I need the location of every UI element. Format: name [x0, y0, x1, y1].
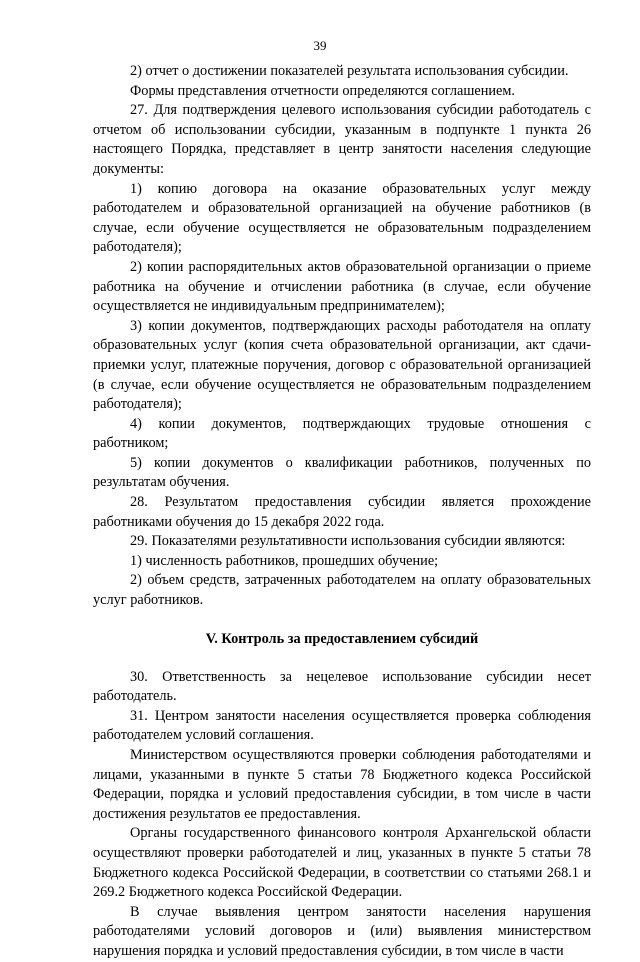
paragraph: Формы представления отчетности определяются соглашением. [130, 82, 515, 99]
document-body [93, 62, 591, 962]
list-item: 3) копии документов, подтверждающих расходы работодателя на оплату образовательных услуг (копия счета образовательной организации, акт сдачи-приемки услуг, платежные поручения, договор с образовательной организацией (в случае, если обучение осуществляется не образовательным подразделением работодателя); [93, 317, 591, 413]
section-title: V. Контроль за предоставлением субсидий [205, 630, 479, 647]
paragraph-27: 27. Для подтверждения целевого использования субсидии работодатель с отчетом об использовании субсидии, указанным в подпункте 1 пункта 26 настоящего Порядка, представляет в центр занятости населения следующие документы: [93, 102, 591, 177]
list-item: 2) объем средств, затраченных работодателем на оплату образовательных услуг работников. [93, 572, 591, 609]
list-item: 2) копии распорядительных актов образовательной организации о приеме работника на обучение и отчислении работника (в случае, если обучение осуществляется не индивидуальным предпринимателем); [93, 258, 591, 315]
paragraph: Органы государственного финансового контроля Архангельской области осуществляют проверки работодателей и лиц, указанных в пункте 5 статьи 78 Бюджетного кодекса Российской Федерации, в соответствии со статьями 268.1 и 269.2 Бюджетного кодекса Российской Федерации. [93, 825, 591, 901]
list-item: 1) копию договора на оказание образовательных услуг между работодателем и образовательной организацией на обучение работников (в случае, если обучение осуществляется не образовательным подразделением работодателя); [93, 180, 591, 256]
paragraph-31: 31. Центром занятости населения осуществляется проверка соблюдения работодателем условий соглашения. [93, 707, 591, 744]
list-item: 5) копии документов о квалификации работников, полученных по результатам обучения. [93, 454, 591, 491]
list-item: 4) копии документов, подтверждающих трудовые отношения с работником; [93, 415, 591, 452]
paragraph-28: 28. Результатом предоставления субсидии является прохождение работниками обучения до 15 декабря 2022 года. [93, 494, 591, 530]
paragraph: 2) отчет о достижении показателей результата использования субсидии. [130, 63, 569, 79]
list-item: 1) численность работников, прошедших обучение; [130, 552, 439, 569]
page-number: 39 [313, 38, 327, 53]
paragraph: В случае выявления центром занятости населения нарушения работодателями условий договоров и (или) выявления министерством нарушения порядка и условий предоставления субсидии, в том числе в части [93, 903, 591, 959]
paragraph-29: 29. Показателями результативности использования субсидии являются: [130, 533, 566, 550]
paragraph-30: 30. Ответственность за нецелевое использование субсидии несет работодатель. [93, 668, 591, 705]
paragraph: Министерством осуществляются проверки соблюдения работодателями и лицами, указанными в пункте 5 статьи 78 Бюджетного кодекса Российской Федерации, порядка и условий предоставления субсидии, в том числе в части достижения результатов ее предоставления. [93, 747, 591, 822]
